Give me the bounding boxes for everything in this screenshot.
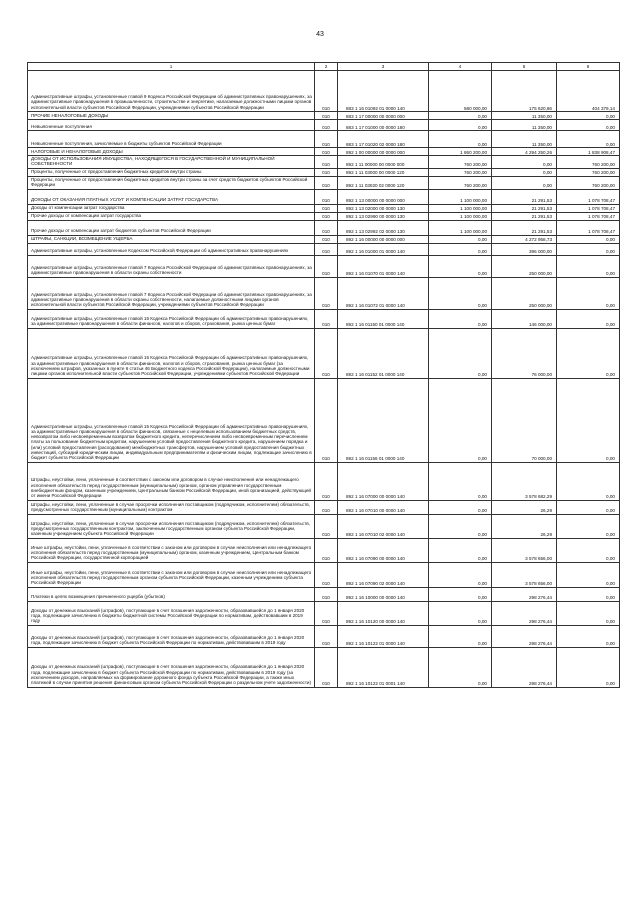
column-header: 6 [557, 63, 620, 71]
row-kbk-code: 892 1 16 00000 00 0000 000 [338, 235, 429, 243]
row-code: 010 [315, 176, 338, 189]
row-name: Административные штрафы, установленные главой 15 Кодекса Российской Федерации об административных правонарушениях, за административные правонарушения в области финансов, налогов и сборов, страхования, рынка ценных бумаг [28, 309, 315, 328]
table-row [28, 255, 620, 277]
row-executed-amount: 146 000,00 [492, 309, 557, 328]
row-approved-amount: 0,00 [429, 601, 492, 625]
row-unexecuted-amount: 1 838 908,47 [557, 148, 620, 156]
row-name: Невыясненные поступления, зачисляемые в бюджеты субъектов Российской Федерации [28, 131, 315, 148]
row-approved-amount: 1 100 000,00 [429, 212, 492, 220]
row-approved-amount: 0,00 [429, 647, 492, 687]
row-executed-amount: 76 000,00 [492, 328, 557, 378]
row-name: Административные штрафы, установленные главой 7 Кодекса Российской Федерации об административных правонарушениях, за административные правонарушения в области охраны собственности, налагаемые должностными лицами органов исполнительной власти субъектов Российской Федерации, учреждениями субъектов Российской Федерации [28, 277, 315, 309]
row-unexecuted-amount: 760 200,00 [557, 168, 620, 176]
row-approved-amount: 760 200,00 [429, 156, 492, 169]
row-approved-amount: 0,00 [429, 562, 492, 587]
row-approved-amount: 0,00 [429, 255, 492, 277]
row-name: Прочие доходы от компенсации затрат бюджетов субъектов Российской Федерации [28, 220, 315, 235]
table-row [28, 189, 620, 204]
table-row [28, 538, 620, 562]
row-code: 010 [315, 562, 338, 587]
row-unexecuted-amount: 0,00 [557, 243, 620, 255]
row-kbk-code: 892 1 13 00000 00 0000 000 [338, 189, 429, 204]
table-row [28, 176, 620, 189]
row-code: 010 [315, 220, 338, 235]
row-approved-amount: 1 100 000,00 [429, 189, 492, 204]
row-approved-amount: 0,00 [429, 120, 492, 131]
table-row [28, 562, 620, 587]
table-row [28, 71, 620, 112]
table-row [28, 328, 620, 378]
row-approved-amount: 0,00 [429, 378, 492, 462]
row-kbk-code: 883 1 16 01092 01 0000 140 [338, 71, 429, 112]
row-name: Прочие доходы от компенсации затрат государства [28, 212, 315, 220]
column-header: 1 [28, 63, 315, 71]
row-name: Доходы от компенсации затрат государства [28, 204, 315, 212]
row-approved-amount: 0,00 [429, 243, 492, 255]
report-table [27, 62, 620, 688]
row-executed-amount: 298 276,44 [492, 625, 557, 647]
row-executed-amount: 298 276,44 [492, 647, 557, 687]
row-unexecuted-amount: 0,00 [557, 500, 620, 514]
row-code: 010 [315, 462, 338, 500]
row-kbk-code: 892 1 16 01150 01 0000 140 [338, 309, 429, 328]
row-code: 010 [315, 625, 338, 647]
row-executed-amount: 3 578 656,00 [492, 562, 557, 587]
table-row [28, 647, 620, 687]
table-row [28, 120, 620, 131]
row-code: 010 [315, 235, 338, 243]
row-kbk-code: 892 1 16 07010 02 0000 140 [338, 514, 429, 538]
row-name: Иные штрафы, неустойки, пени, уплаченные в соответствии с законом или договором в случае неисполнения или ненадлежащего исполнения обязательств перед государственным (муниципальным) органом, казенным учреждением, Центральным банком Российской Федерации, государственной корпорацией [28, 538, 315, 562]
row-unexecuted-amount: 0,00 [557, 131, 620, 148]
table-row [28, 462, 620, 500]
row-name: Проценты, полученные от предоставления бюджетных кредитов внутри страны за счет средств бюджетов субъектов Российской Федерации [28, 176, 315, 189]
table-row [28, 378, 620, 462]
row-unexecuted-amount: 0,00 [557, 601, 620, 625]
row-code: 010 [315, 212, 338, 220]
header-row [28, 63, 620, 71]
row-code: 010 [315, 189, 338, 204]
row-executed-amount: 26,29 [492, 514, 557, 538]
row-name: Штрафы, неустойки, пени, уплаченные в случае просрочки исполнения поставщиком (подрядчиком, исполнителем) обязательств, предусмотренных государственным (муниципальным) контрактом [28, 500, 315, 514]
row-kbk-code: 892 1 00 00000 00 0000 000 [338, 148, 429, 156]
row-executed-amount: 26,29 [492, 500, 557, 514]
row-code: 010 [315, 647, 338, 687]
row-executed-amount: 4 272 958,73 [492, 235, 557, 243]
row-unexecuted-amount: 0,00 [557, 538, 620, 562]
table-row [28, 235, 620, 243]
row-unexecuted-amount: 1 078 708,47 [557, 189, 620, 204]
row-unexecuted-amount: 0,00 [557, 255, 620, 277]
row-name: ШТРАФЫ, САНКЦИИ, ВОЗМЕЩЕНИЕ УЩЕРБА [28, 235, 315, 243]
row-executed-amount: 11 350,00 [492, 131, 557, 148]
row-code: 010 [315, 120, 338, 131]
row-kbk-code: 892 1 16 10000 00 0000 140 [338, 587, 429, 601]
table-row [28, 112, 620, 120]
row-approved-amount: 0,00 [429, 500, 492, 514]
row-kbk-code: 892 1 16 10120 00 0000 140 [338, 601, 429, 625]
row-approved-amount: 0,00 [429, 625, 492, 647]
row-approved-amount: 0,00 [429, 538, 492, 562]
table-row [28, 309, 620, 328]
row-kbk-code: 883 1 17 01000 00 0000 180 [338, 120, 429, 131]
row-executed-amount: 298 276,44 [492, 587, 557, 601]
row-executed-amount: 11 350,00 [492, 112, 557, 120]
row-code: 010 [315, 204, 338, 212]
row-approved-amount: 0,00 [429, 235, 492, 243]
row-name: Доходы от денежных взысканий (штрафов), поступающие в счет погашения задолженности, образовавшейся до 1 января 2020 года, подлежащие зачислению в бюджеты бюджетной системы Российской Федерации по нормативам, действовавшим в 2019 году [28, 601, 315, 625]
table-row [28, 204, 620, 212]
row-executed-amount: 175 620,86 [492, 71, 557, 112]
row-name: Проценты, полученные от предоставления бюджетных кредитов внутри страны [28, 168, 315, 176]
row-code: 010 [315, 277, 338, 309]
row-kbk-code: 892 1 13 02992 02 0000 130 [338, 220, 429, 235]
column-header: 3 [338, 63, 429, 71]
row-kbk-code: 892 1 16 01152 01 0000 140 [338, 328, 429, 378]
row-name: Иные штрафы, неустойки, пени, уплаченные в соответствии с законом или договором в случае неисполнения или ненадлежащего исполнения обязательств перед государственным органом субъекта Российской Федерации, казенным учреждением субъекта Российской Федерации [28, 562, 315, 587]
row-name: Административные штрафы, установленные главой 15 Кодекса Российской Федерации об административных правонарушениях, за административные правонарушения в области финансов, связанные с нецелевым использованием бюджетных средств, невозвратом либо несвоевременным возвратом бюджетного кредита, неперечислением либо несвоевременным перечислением платы за пользование бюджетным кредитом, нарушением условий предоставления бюджетного кредита, нарушением порядка и (или) условий предоставления (расходования) межбюджетных трансфертов, нарушением условий предоставления бюджетных инвестиций, субсидий юридическим лицам, индивидуальным предпринимателям и физическим лицам, подлежащие зачислению в бюджет субъекта Российской Федерации [28, 378, 315, 462]
row-executed-amount: 0,00 [492, 168, 557, 176]
table-row [28, 243, 620, 255]
row-name: Административные штрафы, установленные главой 9 Кодекса Российской Федерации об административных правонарушениях, за административные правонарушения в промышленности, строительстве и энергетике, налагаемые должностными лицами органов исполнительной власти субъектов Российской Федерации, учреждениями субъектов Российской Федерации [28, 71, 315, 112]
row-name: Невыясненные поступления [28, 120, 315, 131]
row-name: Штрафы, неустойки, пени, уплаченные в случае просрочки исполнения поставщиком (подрядчиком, исполнителем) обязательств, предусмотренных государственным контрактом, заключенным государственным органом субъекта Российской Федерации, казенным учреждением субъекта Российской Федерации [28, 514, 315, 538]
row-code: 010 [315, 131, 338, 148]
row-unexecuted-amount: 0,00 [557, 112, 620, 120]
row-unexecuted-amount: 0,00 [557, 120, 620, 131]
row-name: Административные штрафы, установленные Кодексом Российской Федерации об административных правонарушениях [28, 243, 315, 255]
row-kbk-code: 883 1 17 01020 02 0000 180 [338, 131, 429, 148]
table-row [28, 131, 620, 148]
table-row [28, 587, 620, 601]
row-executed-amount: 0,00 [492, 176, 557, 189]
column-header: 5 [492, 63, 557, 71]
table-row [28, 601, 620, 625]
row-unexecuted-amount: 0,00 [557, 514, 620, 538]
row-name: Административные штрафы, установленные главой 7 Кодекса Российской Федерации об административных правонарушениях, за административные правонарушения в области охраны собственности [28, 255, 315, 277]
row-approved-amount: 0,00 [429, 112, 492, 120]
table-row [28, 514, 620, 538]
row-approved-amount: 0,00 [429, 131, 492, 148]
row-name: ДОХОДЫ ОТ ИСПОЛЬЗОВАНИЯ ИМУЩЕСТВА, НАХОДЯЩЕГОСЯ В ГОСУДАРСТВЕННОЙ И МУНИЦИПАЛЬНОЙ СОБСТВЕННОСТИ [28, 156, 315, 169]
row-executed-amount: 11 350,00 [492, 120, 557, 131]
row-executed-amount: 0,00 [492, 156, 557, 169]
row-name: Доходы от денежных взысканий (штрафов), поступающие в счет погашения задолженности, образовавшейся до 1 января 2020 года, подлежащие зачислению в бюджет субъекта Российской Федерации по нормативам, действовавшим в 2019 году [28, 625, 315, 647]
row-unexecuted-amount: 0,00 [557, 277, 620, 309]
row-unexecuted-amount: 0,00 [557, 462, 620, 500]
row-unexecuted-amount: 760 200,00 [557, 176, 620, 189]
row-code: 010 [315, 309, 338, 328]
row-code: 010 [315, 156, 338, 169]
row-executed-amount: 70 000,00 [492, 378, 557, 462]
column-header: 2 [315, 63, 338, 71]
row-approved-amount: 1 100 000,00 [429, 220, 492, 235]
row-kbk-code: 892 1 16 07000 00 0000 140 [338, 462, 429, 500]
row-approved-amount: 760 200,00 [429, 176, 492, 189]
row-unexecuted-amount: 404 379,14 [557, 71, 620, 112]
row-approved-amount: 0,00 [429, 514, 492, 538]
row-executed-amount: 250 000,00 [492, 255, 557, 277]
row-approved-amount: 0,00 [429, 309, 492, 328]
row-name: Штрафы, неустойки, пени, уплаченные в соответствии с законом или договором в случае неисполнения или ненадлежащего исполнения обязательств перед государственным (муниципальным) органом, органом управления государственным внебюджетным фондом, казенным учреждением, Центральным банком Российской Федерации, иной организацией, действующей от имени Российской Федерации [28, 462, 315, 500]
row-unexecuted-amount: 1 078 708,47 [557, 220, 620, 235]
row-code: 010 [315, 538, 338, 562]
row-unexecuted-amount: 0,00 [557, 625, 620, 647]
row-kbk-code: 892 1 16 10122 01 0001 140 [338, 647, 429, 687]
row-code: 010 [315, 328, 338, 378]
row-name: Доходы от денежных взысканий (штрафов), поступающие в счет погашения задолженности, образовавшейся до 1 января 2020 года, подлежащие зачислению в бюджет субъекта Российской Федерации по нормативам, действовавшим в 2019 году (за исключением доходов, направляемых на формирование дорожного фонда субъекта Российской Федерации, а также иных платежей в случае принятия решения финансовым органом субъекта Российской Федерации о раздельном учете задолженности) [28, 647, 315, 687]
row-executed-amount: 298 276,44 [492, 601, 557, 625]
table-row [28, 625, 620, 647]
page-number: 43 [316, 31, 324, 38]
row-approved-amount: 760 200,00 [429, 168, 492, 176]
row-kbk-code: 892 1 16 01070 01 0000 140 [338, 255, 429, 277]
row-executed-amount: 3 578 682,29 [492, 462, 557, 500]
row-executed-amount: 21 291,53 [492, 189, 557, 204]
row-unexecuted-amount: 760 200,00 [557, 156, 620, 169]
row-kbk-code: 892 1 16 07010 00 0000 140 [338, 500, 429, 514]
table-row [28, 156, 620, 169]
row-name: Административные штрафы, установленные главой 15 Кодекса Российской Федерации об административных правонарушениях, за административные правонарушения в области финансов, налогов и сборов, страхования, рынка ценных бумаг (за исключением штрафов, указанных в пункте 6 статьи 46 Бюджетного кодекса Российской Федерации), налагаемые должностными лицами органов исполнительной власти субъектов Российской Федерации, учреждениями субъектов Российской Федерации [28, 328, 315, 378]
row-approved-amount: 580 000,00 [429, 71, 492, 112]
row-unexecuted-amount: 0,00 [557, 235, 620, 243]
row-unexecuted-amount: 0,00 [557, 328, 620, 378]
row-executed-amount: 4 294 250,26 [492, 148, 557, 156]
row-name: ПРОЧИЕ НЕНАЛОГОВЫЕ ДОХОДЫ [28, 112, 315, 120]
row-kbk-code: 892 1 11 00000 00 0000 000 [338, 156, 429, 169]
row-code: 010 [315, 500, 338, 514]
row-name: Платежи в целях возмещения причиненного ущерба (убытков) [28, 587, 315, 601]
row-code: 010 [315, 514, 338, 538]
row-approved-amount: 1 100 000,00 [429, 204, 492, 212]
row-kbk-code: 892 1 13 02000 00 0000 130 [338, 204, 429, 212]
row-executed-amount: 21 291,53 [492, 212, 557, 220]
row-code: 010 [315, 601, 338, 625]
row-unexecuted-amount: 0,00 [557, 309, 620, 328]
row-name: НАЛОГОВЫЕ И НЕНАЛОГОВЫЕ ДОХОДЫ [28, 148, 315, 156]
row-executed-amount: 396 000,00 [492, 243, 557, 255]
row-kbk-code: 892 1 11 03000 00 0000 120 [338, 168, 429, 176]
row-code: 010 [315, 255, 338, 277]
table-row [28, 500, 620, 514]
row-kbk-code: 883 1 17 00000 00 0000 000 [338, 112, 429, 120]
row-name: ДОХОДЫ ОТ ОКАЗАНИЯ ПЛАТНЫХ УСЛУГ И КОМПЕНСАЦИИ ЗАТРАТ ГОСУДАРСТВА [28, 189, 315, 204]
row-approved-amount: 1 860 200,00 [429, 148, 492, 156]
row-approved-amount: 0,00 [429, 277, 492, 309]
row-unexecuted-amount: 0,00 [557, 587, 620, 601]
row-kbk-code: 892 1 16 07090 02 0000 140 [338, 562, 429, 587]
row-kbk-code: 892 1 11 03020 02 0000 120 [338, 176, 429, 189]
row-code: 010 [315, 168, 338, 176]
row-kbk-code: 892 1 16 01072 01 0000 140 [338, 277, 429, 309]
row-executed-amount: 21 291,53 [492, 204, 557, 212]
row-code: 010 [315, 148, 338, 156]
row-approved-amount: 0,00 [429, 587, 492, 601]
row-unexecuted-amount: 1 078 708,47 [557, 204, 620, 212]
row-code: 010 [315, 71, 338, 112]
row-approved-amount: 0,00 [429, 328, 492, 378]
row-kbk-code: 892 1 16 07090 00 0000 140 [338, 538, 429, 562]
row-unexecuted-amount: 0,00 [557, 378, 620, 462]
row-kbk-code: 892 1 16 01000 01 0000 140 [338, 243, 429, 255]
row-kbk-code: 892 1 16 01156 01 0000 140 [338, 378, 429, 462]
table-row [28, 168, 620, 176]
row-code: 010 [315, 378, 338, 462]
table-row [28, 148, 620, 156]
row-executed-amount: 3 578 656,00 [492, 538, 557, 562]
row-unexecuted-amount: 0,00 [557, 562, 620, 587]
row-kbk-code: 892 1 16 10122 01 0000 140 [338, 625, 429, 647]
column-header: 4 [429, 63, 492, 71]
table-row [28, 220, 620, 235]
row-unexecuted-amount: 1 078 708,47 [557, 212, 620, 220]
row-unexecuted-amount: 0,00 [557, 647, 620, 687]
table-row [28, 277, 620, 309]
table-row [28, 212, 620, 220]
row-code: 010 [315, 243, 338, 255]
row-code: 010 [315, 587, 338, 601]
row-approved-amount: 0,00 [429, 462, 492, 500]
row-code: 010 [315, 112, 338, 120]
row-kbk-code: 892 1 13 02990 00 0000 130 [338, 212, 429, 220]
row-executed-amount: 21 291,53 [492, 220, 557, 235]
row-executed-amount: 250 000,00 [492, 277, 557, 309]
